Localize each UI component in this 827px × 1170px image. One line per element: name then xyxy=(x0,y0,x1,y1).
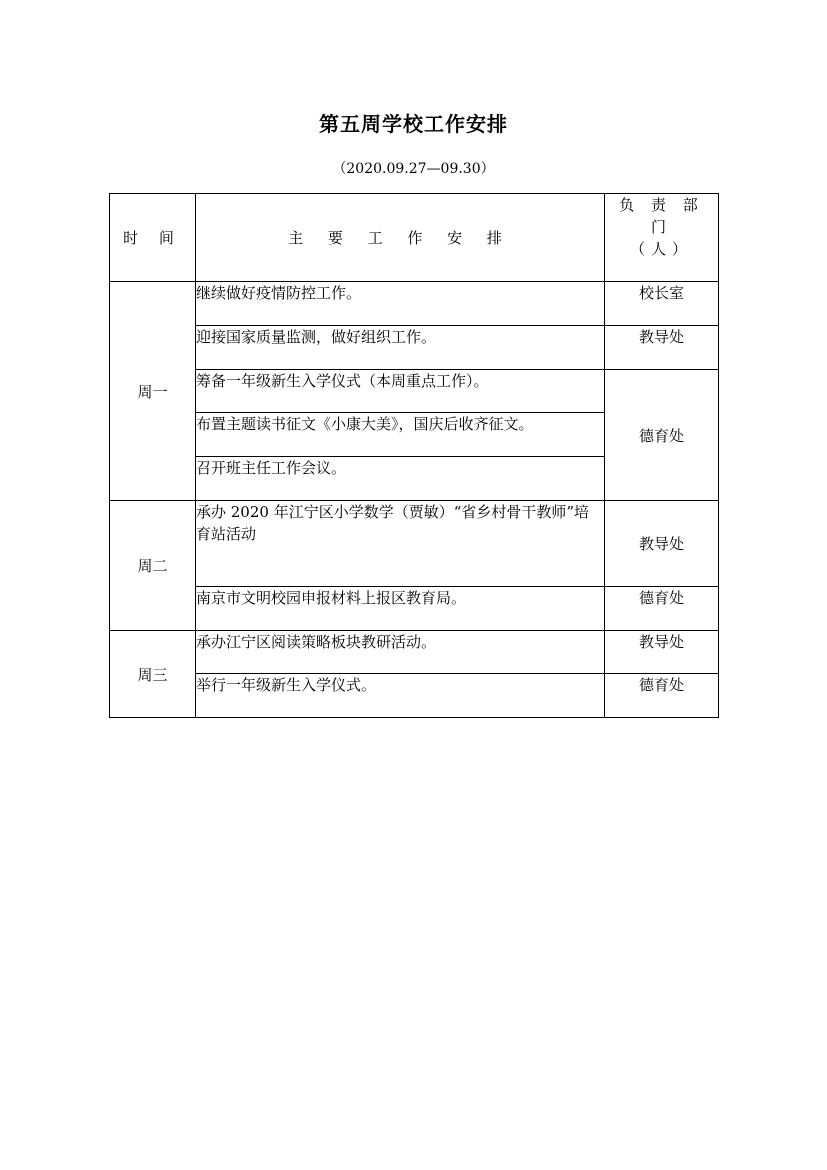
dept-cell: 德育处 xyxy=(605,587,719,631)
task-cell: 承办江宁区阅读策略板块教研活动。 xyxy=(196,631,605,674)
table-row xyxy=(110,370,719,413)
task-cell: 布置主题读书征文《小康大美》，国庆后收齐征文。 xyxy=(196,413,605,457)
header-time: 时 间 xyxy=(110,194,196,282)
header-main-tasks: 主 要 工 作 安 排 xyxy=(196,194,605,282)
table-row xyxy=(110,282,719,326)
task-cell: 举行一年级新生入学仪式。 xyxy=(196,674,605,718)
date-range: （2020.09.27—09.30） xyxy=(332,161,495,177)
task-cell: 南京市文明校园申报材料上报区教育局。 xyxy=(196,587,605,631)
task-cell: 筹备一年级新生入学仪式（本周重点工作）。 xyxy=(196,370,605,413)
dept-cell: 德育处 xyxy=(605,370,719,501)
table-row xyxy=(110,631,719,674)
header-department xyxy=(605,194,719,282)
dept-cell: 教导处 xyxy=(605,631,719,674)
dept-cell: 校长室 xyxy=(605,282,719,326)
day-monday: 周一 xyxy=(110,282,196,501)
dept-cell: 教导处 xyxy=(605,326,719,370)
table-row xyxy=(110,501,719,587)
header-department-line1: 负 责 部 门 xyxy=(619,196,704,236)
table-row xyxy=(110,674,719,718)
dept-cell: 德育处 xyxy=(605,674,719,718)
task-cell: 承办 2020 年江宁区小学数学（贾敏）“省乡村骨干教师”培育站活动 xyxy=(196,501,605,587)
header-row xyxy=(110,194,719,282)
task-cell: 召开班主任工作会议。 xyxy=(196,457,605,501)
schedule-table xyxy=(109,193,719,718)
day-tuesday: 周二 xyxy=(110,501,196,631)
document-title: 第五周学校工作安排 xyxy=(319,112,508,136)
task-cell: 继续做好疫情防控工作。 xyxy=(196,282,605,326)
day-wednesday: 周三 xyxy=(110,631,196,718)
table-row xyxy=(110,326,719,370)
dept-cell: 教导处 xyxy=(605,501,719,587)
task-cell: 迎接国家质量监测，做好组织工作。 xyxy=(196,326,605,370)
header-department-line2: （人） xyxy=(629,240,693,258)
table-row xyxy=(110,587,719,631)
